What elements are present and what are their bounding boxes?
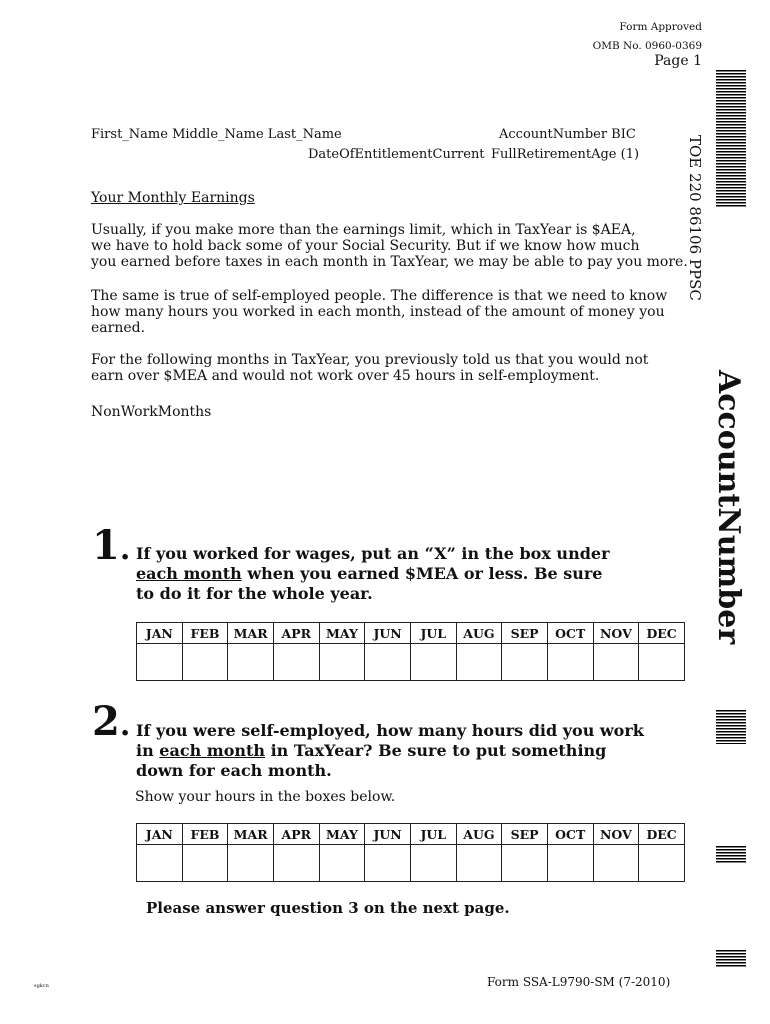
question-1-month-table bbox=[136, 622, 685, 681]
month-header: JUN bbox=[365, 824, 411, 845]
wages-box-sep[interactable] bbox=[502, 644, 548, 681]
barcode-icon bbox=[716, 950, 746, 968]
full-retirement-age: FullRetirementAge (1) bbox=[491, 147, 640, 162]
wages-box-nov[interactable] bbox=[593, 644, 639, 681]
account-bic: AccountNumber BIC bbox=[499, 127, 636, 142]
wages-box-jul[interactable] bbox=[410, 644, 456, 681]
wages-box-dec[interactable] bbox=[639, 644, 685, 681]
question-2-number: 2. bbox=[92, 698, 131, 745]
wages-box-feb[interactable] bbox=[182, 644, 228, 681]
question-1-number: 1. bbox=[92, 522, 131, 569]
month-header: AUG bbox=[456, 623, 502, 644]
month-header-row bbox=[137, 623, 685, 644]
paragraph-earnings-limit: Usually, if you make more than the earnings limit, which in TaxYear is $AEA, we have to hold back some of your Social Security. But if we know how much you earned before taxes in each month in TaxYear, we may be able to pay you more. bbox=[91, 222, 688, 270]
form-id: Form SSA-L9790-SM (7-2010) bbox=[487, 975, 671, 989]
month-header: MAY bbox=[319, 824, 365, 845]
recipient-name: First_Name Middle_Name Last_Name bbox=[91, 127, 342, 142]
section-title: Your Monthly Earnings bbox=[91, 190, 255, 206]
barcode-icon bbox=[716, 710, 746, 744]
hours-box-may[interactable] bbox=[319, 845, 365, 882]
barcode-icon bbox=[716, 846, 746, 864]
tiny-code: sgkcn bbox=[34, 983, 49, 989]
wages-box-jan[interactable] bbox=[137, 644, 183, 681]
page-number: Page 1 bbox=[654, 53, 702, 69]
barcode-icon bbox=[716, 70, 746, 208]
wages-box-jun[interactable] bbox=[365, 644, 411, 681]
hours-box-jul[interactable] bbox=[410, 845, 456, 882]
month-entry-row bbox=[137, 845, 685, 882]
month-header: JUN bbox=[365, 623, 411, 644]
month-header: NOV bbox=[593, 824, 639, 845]
wages-box-apr[interactable] bbox=[273, 644, 319, 681]
month-entry-row bbox=[137, 644, 685, 681]
wages-box-mar[interactable] bbox=[228, 644, 274, 681]
month-header: JUL bbox=[410, 824, 456, 845]
hours-box-mar[interactable] bbox=[228, 845, 274, 882]
month-header: DEC bbox=[639, 623, 685, 644]
month-header: FEB bbox=[182, 623, 228, 644]
form-approved-label: Form Approved bbox=[619, 21, 702, 33]
hours-box-jan[interactable] bbox=[137, 845, 183, 882]
month-header: JAN bbox=[137, 623, 183, 644]
month-header: APR bbox=[273, 824, 319, 845]
month-header: MAY bbox=[319, 623, 365, 644]
question-2-month-table bbox=[136, 823, 685, 882]
next-page-note: Please answer question 3 on the next page. bbox=[146, 899, 510, 917]
hours-box-nov[interactable] bbox=[593, 845, 639, 882]
routing-code: TOE 220 86106 PPSC bbox=[686, 135, 704, 301]
hours-box-feb[interactable] bbox=[182, 845, 228, 882]
month-header: OCT bbox=[547, 623, 593, 644]
month-header: FEB bbox=[182, 824, 228, 845]
month-header: NOV bbox=[593, 623, 639, 644]
wages-box-aug[interactable] bbox=[456, 644, 502, 681]
month-header: JAN bbox=[137, 824, 183, 845]
month-header: JUL bbox=[410, 623, 456, 644]
hours-box-sep[interactable] bbox=[502, 845, 548, 882]
wages-box-may[interactable] bbox=[319, 644, 365, 681]
hours-box-jun[interactable] bbox=[365, 845, 411, 882]
question-2-instruction: Show your hours in the boxes below. bbox=[135, 789, 396, 805]
month-header: MAR bbox=[228, 824, 274, 845]
month-header: SEP bbox=[502, 824, 548, 845]
account-number-vertical: AccountNumber bbox=[711, 370, 746, 645]
nonwork-months: NonWorkMonths bbox=[91, 404, 212, 420]
question-2-text: If you were self-employed, how many hours did you work in each month in TaxYear? Be sure to put something down for each month. bbox=[136, 721, 644, 780]
month-header: MAR bbox=[228, 623, 274, 644]
month-header: DEC bbox=[639, 824, 685, 845]
omb-number: OMB No. 0960-0369 bbox=[592, 40, 702, 52]
date-of-entitlement: DateOfEntitlementCurrent bbox=[308, 147, 485, 162]
hours-box-oct[interactable] bbox=[547, 845, 593, 882]
month-header: AUG bbox=[456, 824, 502, 845]
month-header: OCT bbox=[547, 824, 593, 845]
paragraph-self-employed: The same is true of self-employed people. The difference is that we need to know how many hours you worked in each month, instead of the amount of money you earned. bbox=[91, 288, 668, 336]
month-header: APR bbox=[273, 623, 319, 644]
hours-box-aug[interactable] bbox=[456, 845, 502, 882]
question-1-text: If you worked for wages, put an “X” in the box under each month when you earned $MEA or less. Be sure to do it for the whole year. bbox=[136, 544, 610, 603]
hours-box-apr[interactable] bbox=[273, 845, 319, 882]
wages-box-oct[interactable] bbox=[547, 644, 593, 681]
hours-box-dec[interactable] bbox=[639, 845, 685, 882]
month-header-row bbox=[137, 824, 685, 845]
month-header: SEP bbox=[502, 623, 548, 644]
paragraph-previous-estimate: For the following months in TaxYear, you previously told us that you would not earn over $MEA and would not work over 45 hours in self-employment. bbox=[91, 352, 649, 384]
